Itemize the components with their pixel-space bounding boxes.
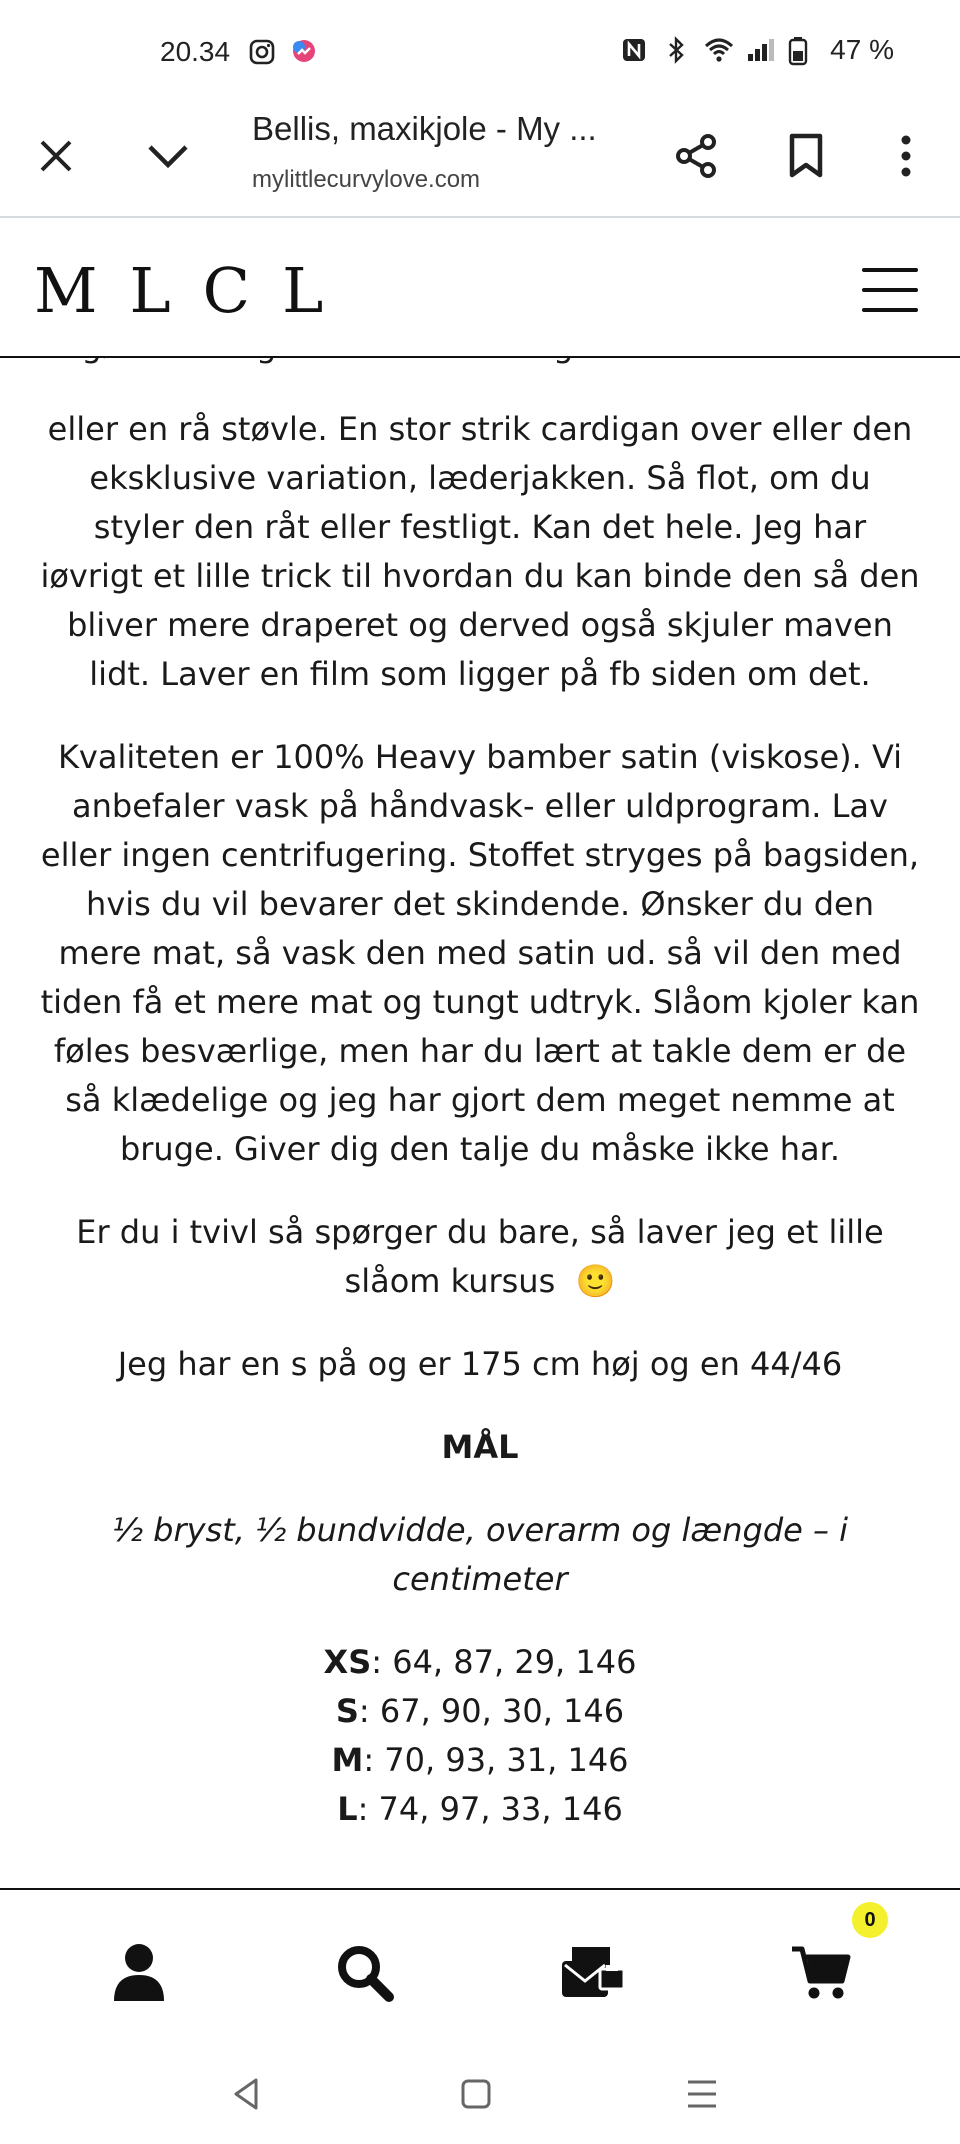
size-label: M [331,1741,364,1779]
chevron-down-icon[interactable] [136,124,200,188]
instagram-icon [248,38,276,66]
user-icon[interactable] [104,1938,174,2008]
back-icon[interactable] [228,2076,268,2116]
more-vert-icon[interactable] [874,124,938,188]
recents-icon[interactable] [684,2076,724,2116]
browser-toolbar [0,100,960,218]
size-values: : 67, 90, 30, 146 [358,1692,625,1730]
page-title[interactable]: Bellis, maxikjole - My ... [252,110,597,147]
product-description [0,356,960,1888]
help-paragraph [40,1208,920,1306]
size-label: S [335,1692,359,1730]
page-url[interactable]: mylittlecurvylove.com [252,166,481,193]
signal-icon [746,36,774,64]
site-logo[interactable]: MLCL [34,254,356,327]
size-row [40,1687,920,1736]
nfc-icon [620,36,648,64]
size-label: XS [323,1643,372,1681]
system-nav-bar [0,2042,960,2144]
menu-icon[interactable] [862,268,918,312]
battery-icon [788,36,816,64]
share-icon[interactable] [664,124,728,188]
messenger-icon [290,38,318,66]
size-row [40,1785,920,1834]
battery-percent: 47 % [830,34,894,65]
size-row [40,1638,920,1687]
size-list [40,1638,920,1834]
status-system-icons [620,34,894,66]
wifi-icon [704,36,732,64]
cart-icon[interactable] [786,1938,856,2008]
measurements-note: ½ bryst, ½ bundvidde, overarm og længde – i centimeter [111,1511,849,1598]
cart-count-badge: 0 [852,1902,888,1938]
bookmark-icon[interactable] [774,124,838,188]
description-paragraph: eller en rå støvle. En stor strik cardigan over eller den eksklusive variation, læderjakken. Så flot, om du styler den råt eller festligt. Kan det hele. Jeg har iøvrigt et lille trick til hvordan du kan binde den så den bliver mere draperet og derved også skjuler maven lidt. Laver en film som ligger på fb siden om det. [40,410,920,693]
site-header [0,218,960,358]
close-icon[interactable] [24,124,88,188]
mail-icon[interactable] [558,1938,628,2008]
bluetooth-icon [662,36,690,64]
home-icon[interactable] [458,2076,498,2116]
care-paragraph: Kvaliteten er 100% Heavy bamber satin (viskose). Vi anbefaler vask på håndvask- eller uldprogram. Lav eller ingen centrifugering. Stoffet stryges på bagsiden, hvis du vil bevarer det skindende. Ønsker du den mere mat, så vask den med satin ud. så vil den med tiden få et mere mat og tungt udtryk. Slåom kjoler kan føles besværlige, men har du lært at takle dem er de så klædelige og jeg har gjort dem meget nemme at bruge. Giver dig den talje du måske ikke har. [40,738,920,1168]
size-values: : 74, 97, 33, 146 [357,1790,623,1828]
size-values: : 70, 93, 31, 146 [363,1741,629,1779]
smile-emoji-icon: 🙂 [575,1262,616,1300]
status-bar [0,0,960,100]
size-values: : 64, 87, 29, 146 [371,1643,637,1681]
fit-paragraph: Jeg har en s på og er 175 cm høj og en 44/46 [117,1345,843,1383]
size-label: L [337,1790,358,1828]
size-row [40,1736,920,1785]
status-notification-icons [248,38,318,66]
search-icon[interactable] [330,1938,400,2008]
measurements-heading: MÅL [441,1428,519,1466]
bottom-nav [0,1888,960,2045]
status-time: 20.34 [160,36,231,67]
help-text: Er du i tvivl så spørger du bare, så laver jeg et lille slåom kursus [76,1213,884,1300]
